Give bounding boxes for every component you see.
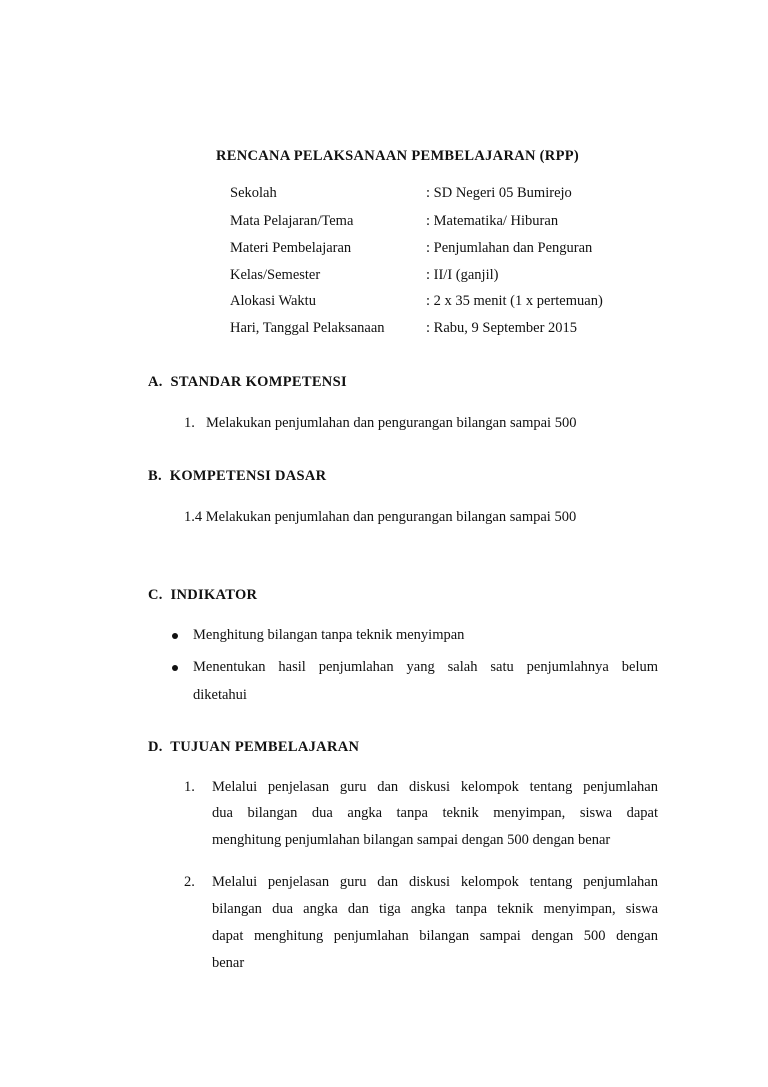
- bullet-icon: [172, 633, 178, 639]
- identity-value: : 2 x 35 menit (1 x pertemuan): [426, 293, 603, 309]
- list-item-line: menghitung penjumlahan bilangan sampai dengan 500 dengan benar: [212, 832, 611, 848]
- identity-value: : SD Negeri 05 Bumirejo: [426, 185, 572, 201]
- section-heading-standar-kompetensi: A. STANDAR KOMPETENSI: [148, 374, 347, 390]
- list-item-line: bilangan dua angka dan tiga angka tanpa teknik menyimpan, siswa: [212, 901, 658, 917]
- bullet-text: Menentukan hasil penjumlahan yang salah satu penjumlahnya belum: [193, 659, 658, 675]
- section-heading-tujuan-pembelajaran: D. TUJUAN PEMBELAJARAN: [148, 739, 360, 755]
- document-title: RENCANA PELAKSANAAN PEMBELAJARAN (RPP): [216, 148, 580, 164]
- identity-label: Kelas/Semester: [230, 267, 321, 283]
- list-item-line: Melalui penjelasan guru dan diskusi kelompok tentang penjumlahan: [212, 779, 658, 795]
- list-item-text: 1.4 Melakukan penjumlahan dan pengurangan bilangan sampai 500: [184, 509, 577, 525]
- section-heading-kompetensi-dasar: B. KOMPETENSI DASAR: [148, 468, 327, 484]
- identity-value: : Penjumlahan dan Penguran: [426, 240, 593, 256]
- list-item-number: 1.: [184, 779, 195, 795]
- identity-value: : Rabu, 9 September 2015: [426, 320, 578, 336]
- list-item-line: dua bilangan dua angka tanpa teknik menyimpan, siswa dapat: [212, 805, 658, 821]
- list-item-text: Melakukan penjumlahan dan pengurangan bilangan sampai 500: [206, 415, 577, 431]
- identity-label: Mata Pelajaran/Tema: [230, 213, 354, 229]
- identity-label: Alokasi Waktu: [230, 293, 316, 309]
- list-item-line: benar: [212, 955, 245, 971]
- bullet-text: Menghitung bilangan tanpa teknik menyimpan: [193, 627, 465, 643]
- identity-label: Materi Pembelajaran: [230, 240, 352, 256]
- identity-value: : Matematika/ Hiburan: [426, 213, 559, 229]
- identity-value: : II/I (ganjil): [426, 267, 499, 283]
- bullet-text-continuation: diketahui: [193, 687, 247, 703]
- list-item-number: 1.: [184, 415, 195, 431]
- list-item-line: Melalui penjelasan guru dan diskusi kelompok tentang penjumlahan: [212, 874, 658, 890]
- list-item-number: 2.: [184, 874, 195, 890]
- identity-label: Hari, Tanggal Pelaksanaan: [230, 320, 385, 336]
- list-item-line: dapat menghitung penjumlahan bilangan sampai dengan 500 dengan: [212, 928, 658, 944]
- identity-label: Sekolah: [230, 185, 277, 201]
- section-heading-indikator: C. INDIKATOR: [148, 587, 258, 603]
- bullet-icon: [172, 665, 178, 671]
